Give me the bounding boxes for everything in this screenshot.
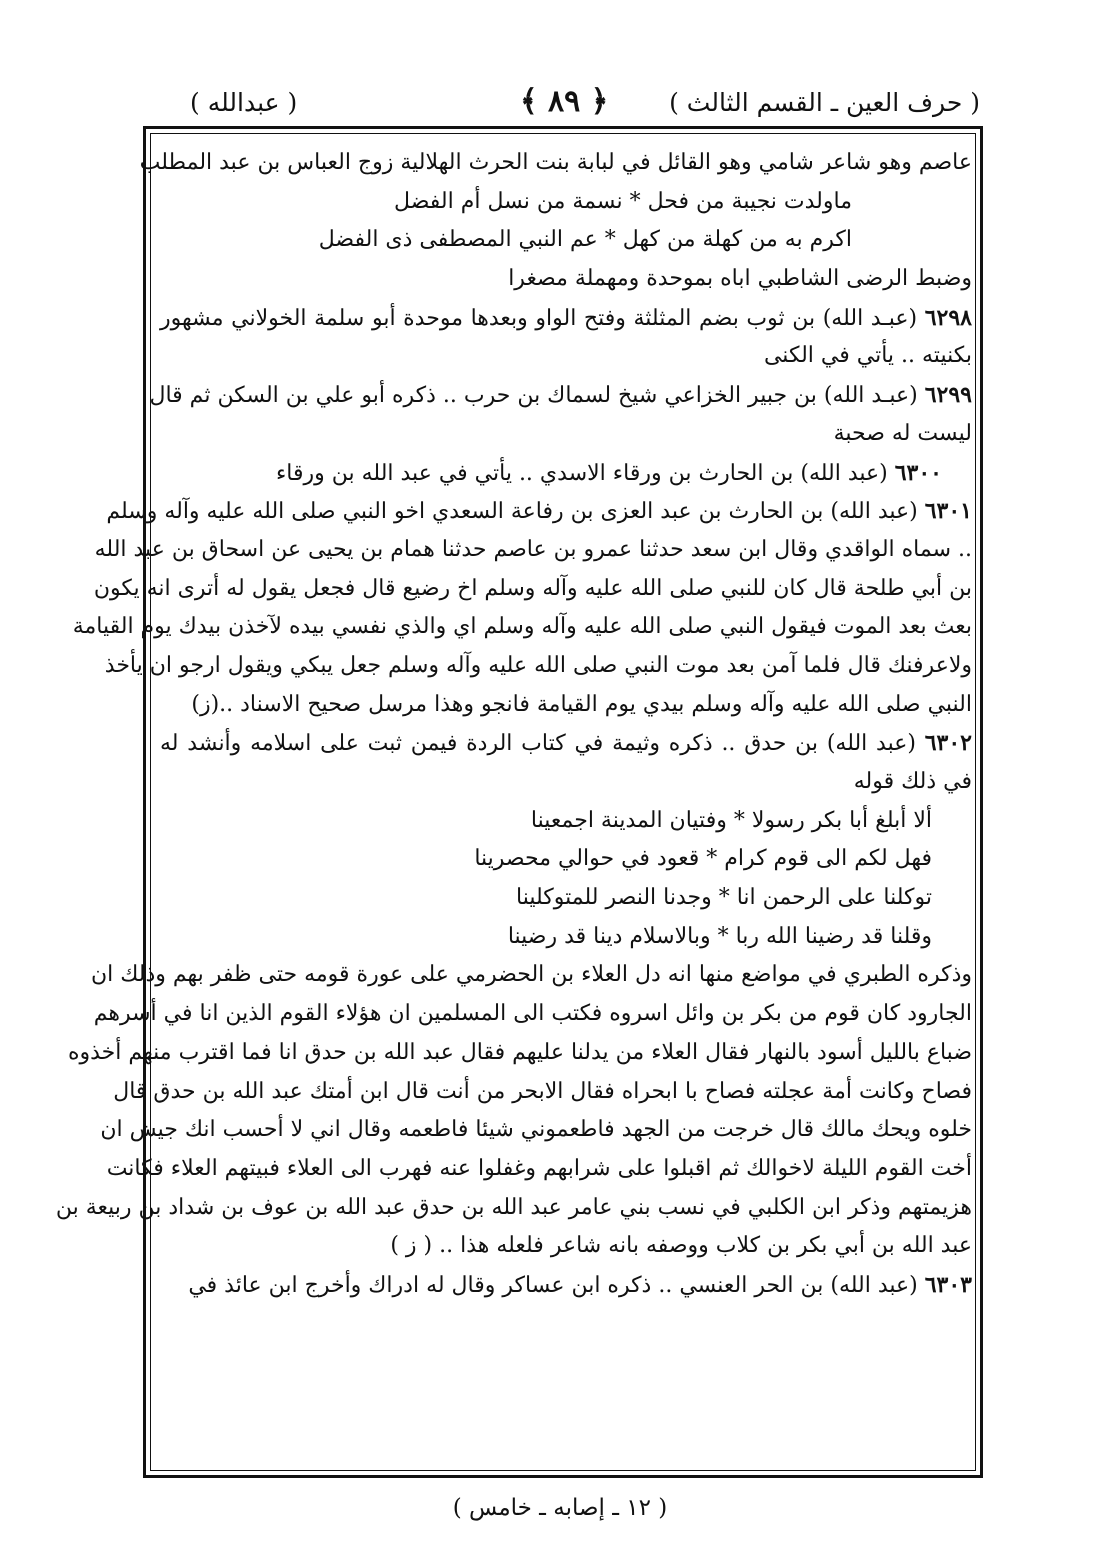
entry-line bbox=[160, 454, 972, 493]
verse-line bbox=[160, 802, 972, 841]
entry-number: ٦٢٩٩ bbox=[924, 382, 972, 409]
text-line bbox=[93, 995, 972, 1034]
entry-number: ٦٣٠٢ bbox=[924, 730, 972, 757]
line-text: في ذلك قوله bbox=[853, 769, 972, 794]
line-text: اكرم به من كهلة من كهل * عم النبي المصطفى ذى الفضل bbox=[318, 227, 852, 253]
text-line bbox=[100, 1111, 972, 1150]
running-header bbox=[150, 86, 980, 126]
line-text: وضبط الرضى الشاطبي اباه بموحدة ومهملة مصغرا bbox=[508, 266, 972, 292]
text-line bbox=[72, 608, 972, 647]
verse-line bbox=[160, 183, 972, 222]
entry-number: ٦٢٩٨ bbox=[924, 304, 972, 331]
text-line bbox=[113, 1073, 972, 1112]
text-line bbox=[90, 956, 972, 995]
verse-line bbox=[160, 840, 972, 879]
verse-line bbox=[160, 879, 972, 918]
text-line bbox=[94, 531, 972, 570]
line-text: بن أبي طلحة قال كان للنبي صلى الله عليه وآله وسلم اخ رضيع قال فجعل يقول له أترى انه يكون bbox=[93, 575, 972, 601]
line-text: بكنيته .. يأتي في الكنى bbox=[763, 343, 972, 369]
text-line bbox=[93, 570, 972, 609]
line-text: أخت القوم الليلة لاخوالك ثم اقبلوا على شرابهم وغفلوا عنه فهرب الى العلاء فبيتهم العلاء فكانت bbox=[106, 1155, 972, 1181]
page-number: ﴿ ٨٩ ﴾ bbox=[520, 84, 609, 119]
line-text: ماولدت نجيبة من فحل * نسمة من نسل أم الفضل bbox=[394, 188, 852, 214]
text-line bbox=[139, 144, 972, 183]
verse-line bbox=[160, 221, 972, 260]
line-text: ألا أبلغ أبا بكر رسولا * وفتيان المدينة اجمعينا bbox=[530, 807, 932, 833]
entry-line bbox=[160, 1266, 972, 1305]
text-line bbox=[160, 686, 972, 725]
line-text: (عبد الله) بن الحر العنسي .. ذكره ابن عساكر وقال له ادراك وأخرج ابن عائذ في bbox=[188, 1272, 918, 1298]
signature-mark: ( ١٢ ـ إصابه ـ خامس ) bbox=[452, 1495, 668, 1521]
line-text: ولاعرفنك قال فلما آمن بعد موت النبي صلى الله عليه وآله وسلم جعل يبكي ويقول ارجو ان يأخذ bbox=[104, 652, 972, 678]
line-text: (عبد الله) بن حدق .. ذكره وثيمة في كتاب الردة فيمن ثبت على اسلامه وأنشد له bbox=[160, 731, 916, 757]
text-line bbox=[67, 1034, 972, 1073]
text-body bbox=[55, 144, 972, 1305]
entry-line bbox=[160, 299, 972, 338]
line-text: خلوه ويحك مالك قال خرجت من الجهد فاطعموني شيئا فاطعمه وقال اني لا أحسب انك جيش ان bbox=[100, 1117, 972, 1143]
line-text: (عبـد الله) بن ثوب بضم المثلثة وفتح الواو وبعدها موحدة أبو سلمة الخولاني مشهور bbox=[160, 305, 918, 331]
text-line bbox=[160, 763, 972, 802]
entry-line bbox=[160, 724, 972, 763]
entry-number: ٦٣٠٣ bbox=[924, 1271, 972, 1298]
line-text: عبد الله بن أبي بكر بن كلاب ووصفه بانه شاعر فلعله هذا .. ( ز ) bbox=[390, 1233, 972, 1259]
line-text: بعث بعد الموت فيقول النبي صلى الله عليه وآله وسلم اي والذي نفسي بيده لآخذن بيدك يوم القيامة bbox=[72, 614, 972, 640]
chapter-heading: ( حرف العين ـ القسم الثالث ) bbox=[669, 88, 980, 117]
line-text: ليست له صحبة bbox=[833, 420, 972, 446]
line-text: توكلنا على الرحمن انا * وجدنا النصر للمتوكلينا bbox=[516, 885, 932, 911]
line-text: وذكره الطبري في مواضع منها انه دل العلاء بن الحضرمي على عورة قومه حتى ظفر بهم وذلك ان bbox=[90, 962, 972, 988]
line-text: (عبد الله) بن الحارث بن ورقاء الاسدي .. يأتي في عبد الله بن ورقاء bbox=[275, 460, 888, 486]
line-text: (عبـد الله) بن جبير الخزاعي شيخ لسماك بن حرب .. ذكره أبو علي بن السكن ثم قال bbox=[149, 383, 918, 409]
line-text: النبي صلى الله عليه وآله وسلم بيدي يوم القيامة فانجو وهذا مرسل صحيح الاسناد ..(ز) bbox=[191, 691, 972, 717]
text-line bbox=[55, 1189, 972, 1228]
verse-line bbox=[160, 918, 972, 957]
entry-line bbox=[149, 376, 972, 415]
line-text: فصاح وكانت أمة عجلته فصاح با ابحراه فقال الابحر من أنت قال ابن أمتك عبد الله بن حدق قال bbox=[113, 1078, 972, 1104]
entry-line bbox=[106, 492, 972, 531]
text-line bbox=[160, 260, 972, 299]
entry-heading: ( عبدالله ) bbox=[190, 88, 298, 117]
line-text: هزيمتهم وذكر ابن الكلبي في نسب بني عامر عبد الله بن حدق عبد الله بن عوف بن شداد بن ربيعة بن bbox=[55, 1194, 972, 1220]
entry-number: ٦٣٠٠ bbox=[894, 459, 942, 486]
text-line bbox=[104, 647, 972, 686]
text-line bbox=[160, 415, 972, 454]
line-text: (عبد الله) بن الحارث بن عبد العزى بن رفاعة السعدي اخو النبي صلى الله عليه وآله وسلم bbox=[106, 499, 918, 525]
line-text: الجارود كان قوم من بكر بن وائل اسروه فكتب الى المسلمين ان هؤلاء القوم الذين انا في أسرهم bbox=[93, 1001, 972, 1027]
entry-number: ٦٣٠١ bbox=[924, 498, 972, 525]
text-line bbox=[160, 337, 972, 376]
line-text: ضباع بالليل أسود بالنهار فقال العلاء من يدلنا عليهم فقال عبد الله بن حدق انا فما اقترب منهم أخذوه bbox=[67, 1039, 972, 1065]
line-text: فهل لكم الى قوم كرام * قعود في حوالي محصرينا bbox=[474, 846, 932, 872]
text-line bbox=[160, 1227, 972, 1266]
line-text: .. سماه الواقدي وقال ابن سعد حدثنا عمرو بن عاصم حدثنا همام بن يحيى عن اسحاق بن عبد الله bbox=[94, 536, 972, 562]
line-text: عاصم وهو شاعر شامي وهو القائل في لبابة بنت الحرث الهلالية زوج العباس بن عبد المطلب bbox=[139, 150, 972, 175]
text-line bbox=[106, 1150, 972, 1189]
line-text: وقلنا قد رضينا الله ربا * وبالاسلام دينا قد رضينا bbox=[507, 923, 932, 949]
